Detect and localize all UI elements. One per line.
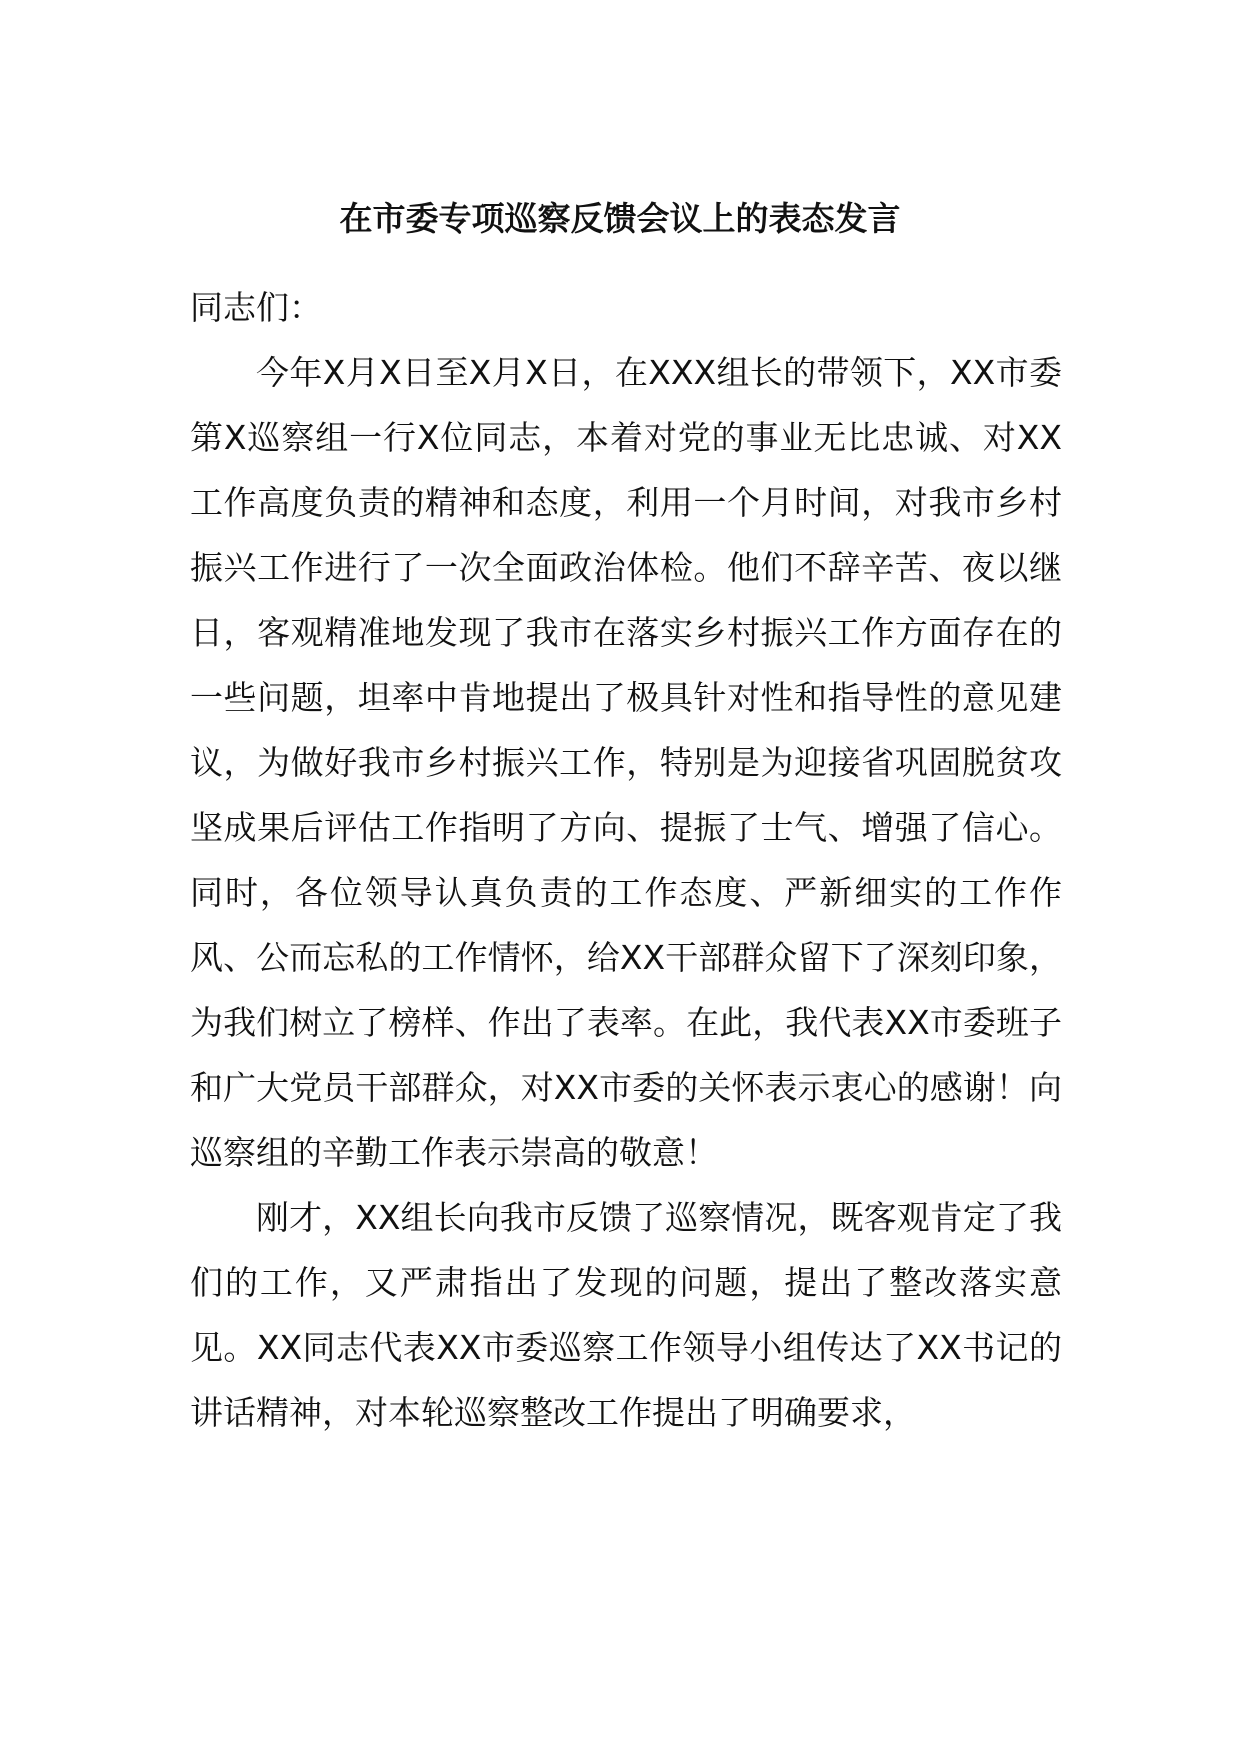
salutation: 同志们： — [190, 288, 322, 327]
paragraph-1: 今年X月X日至X月X日，在XXX组长的带领下，XX市委第X巡察组一行X位同志，本着对党的事业无比忠诚、对XX工作高度负责的精神和态度，利用一个月时间，对我市乡村振兴工作进行了一次全面政治体检。他们不辞辛苦、夜以继日，客观精准地发现了我市在落实乡村振兴工作方面存在的一些问题，坦率中肯地提出了极具针对性和指导性的意见建议，为做好我市乡村振兴工作，特别是为迎接省巩固脱贫攻坚成果后评估工作指明了方向、提振了士气、增强了信心。同时，各位领导认真负责的工作态度、严新细实的工作作风、公而忘私的工作情怀，给XX干部群众留下了深刻印象，为我们树立了榜样、作出了表率。在此，我代表XX市委班子和广大党员干部群众，对XX市委的关怀表示衷心的感谢！向巡察组的辛勤工作表示崇高的敬意！ — [190, 353, 1062, 1172]
document-body — [190, 275, 1062, 1445]
paragraph-2: 刚才，XX组长向我市反馈了巡察情况，既客观肯定了我们的工作，又严肃指出了发现的问题，提出了整改落实意见。XX同志代表XX市委巡察工作领导小组传达了XX书记的讲话精神，对本轮巡察整改工作提出了明确要求， — [190, 1198, 1062, 1432]
document-title: 在市委专项巡察反馈会议上的表态发言 — [339, 199, 901, 238]
